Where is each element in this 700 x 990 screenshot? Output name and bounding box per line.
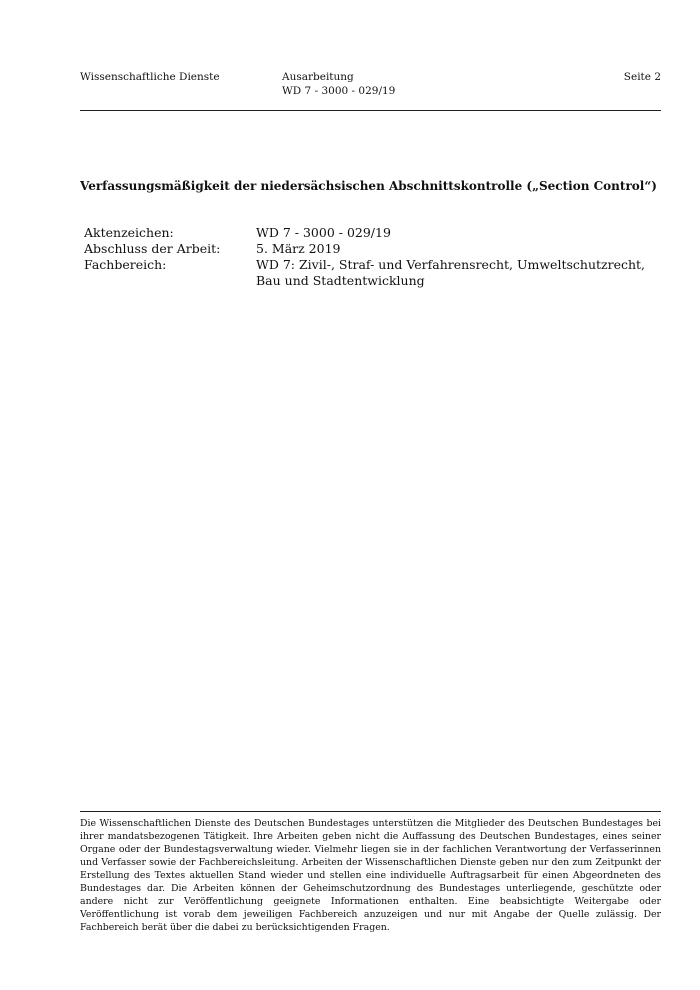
document-title: Verfassungsmäßigkeit der niedersächsischen Abschnittskontrolle („Section Control“) [80, 179, 657, 193]
header-document-info [282, 70, 395, 98]
header-page-number: Seite 2 [623, 71, 661, 83]
header-organization: Wissenschaftliche Dienste [80, 71, 220, 83]
metadata-row-fachbereich [84, 257, 660, 289]
header-doc-type: Ausarbeitung [282, 71, 354, 83]
metadata-label: Aktenzeichen: [84, 225, 174, 240]
disclaimer-footer: Die Wissenschaftlichen Dienste des Deutschen Bundestages unterstützen die Mitglieder des Deutschen Bundestages bei ihrer mandatsbezogenen Tätigkeit. Ihre Arbeiten geben nicht die Auffassung des Deutschen Bundestages, eines seiner Organe oder der Bundestagsverwaltung wieder. Vielmehr liegen sie in der fachlichen Verantwortung der Verfasserinnen und Verfasser sowie der Fachbereichsleitung. Arbeiten der Wissenschaftlichen Dienste geben nur den zum Zeitpunkt der Erstellung des Textes aktuellen Stand wieder und stellen eine individuelle Auftragsarbeit für einen Abgeordneten des Bundestages dar. Die Arbeiten können der Geheimschutzordnung des Bundestages unterliegende, geschützte oder andere nicht zur Veröffentlichung geeignete Informationen enthalten. Eine beabsichtigte Weitergabe oder Veröffentlichung ist vorab dem jeweiligen Fachbereich anzuzeigen und nur mit Angabe der Quelle zulässig. Der Fachbereich berät über die dabei zu berücksichtigenden Fragen. [80, 811, 661, 934]
page-header [80, 70, 661, 111]
document-metadata [84, 225, 660, 289]
metadata-label: Fachbereich: [84, 257, 167, 272]
metadata-value: WD 7: Zivil-, Straf- und Verfahrensrecht, Umweltschutzrecht, Bau und Stadtentwicklung [256, 257, 646, 288]
metadata-value: 5. März 2019 [256, 241, 341, 256]
metadata-value: WD 7 - 3000 - 029/19 [256, 225, 391, 240]
metadata-row-abschluss [84, 241, 660, 257]
metadata-label: Abschluss der Arbeit: [84, 241, 221, 256]
metadata-row-aktenzeichen [84, 225, 660, 241]
header-doc-number: WD 7 - 3000 - 029/19 [282, 85, 396, 97]
